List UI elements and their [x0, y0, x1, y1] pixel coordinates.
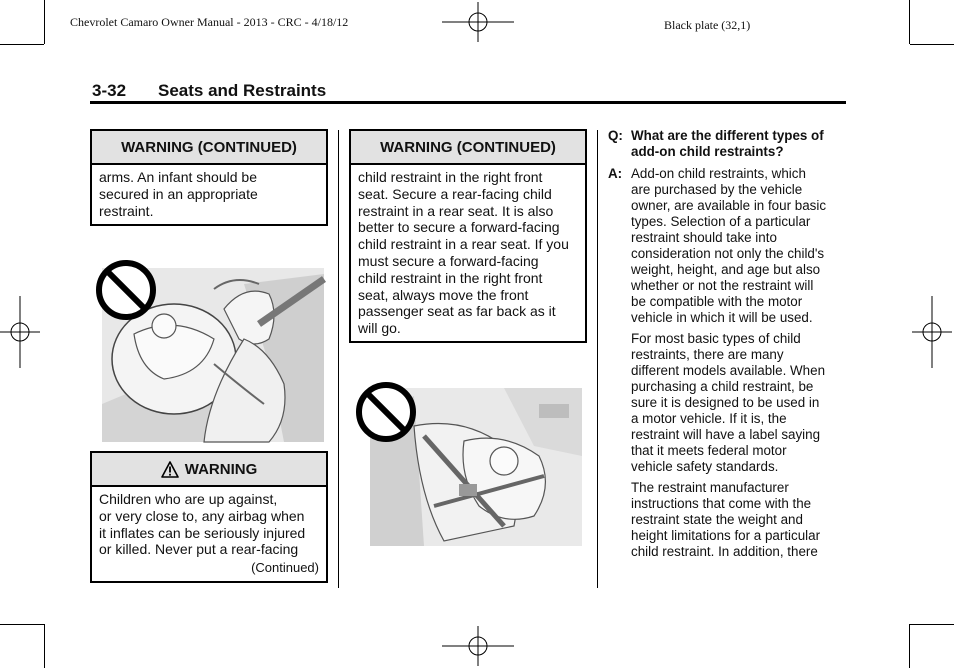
- warning-box: [90, 451, 328, 583]
- registration-mark-left: [0, 296, 40, 368]
- text-line: that it meets federal motor: [631, 443, 787, 458]
- text-line: The restraint manufacturer: [631, 480, 789, 495]
- text-line: a motor vehicle. If it is, the: [631, 411, 787, 426]
- warning-heading: WARNING (CONTINUED): [351, 131, 585, 165]
- text-line: sure it is designed to be used in: [631, 395, 820, 410]
- crop-mark: [0, 624, 44, 625]
- text-line: owner, are available in four basic: [631, 198, 827, 213]
- question-label: Q:: [608, 128, 623, 143]
- column-divider: [597, 130, 598, 588]
- page-number: 3-32: [92, 81, 127, 100]
- airbag-infant-illustration: [94, 254, 326, 444]
- continued-label: (Continued): [251, 560, 319, 576]
- warning-body: [92, 487, 326, 558]
- text-line: restraint.: [99, 202, 154, 219]
- text-line: instructions that come with the: [631, 496, 812, 511]
- warning-heading: WARNING (CONTINUED): [92, 131, 326, 165]
- text-line: restraints, there are many: [631, 347, 784, 362]
- crop-mark: [910, 624, 954, 625]
- text-line: weight, height, and age but also: [631, 262, 821, 277]
- answer: [608, 166, 848, 566]
- crop-mark: [0, 44, 44, 45]
- warning-box-continued: [90, 129, 328, 226]
- text-line: restraint will have a label saying: [631, 427, 821, 442]
- paragraph: [631, 331, 847, 475]
- text-line: vehicle in which it will be used.: [631, 310, 813, 325]
- text-line: add-on child restraints?: [631, 144, 784, 159]
- text-line: secured in an appropriate: [99, 185, 258, 202]
- text-line: height limitations for a particular: [631, 528, 821, 543]
- text-line: What are the different types of: [631, 128, 824, 143]
- column-divider: [338, 130, 339, 588]
- text-line: child restraint in a rear seat. If you: [358, 236, 569, 253]
- registration-mark-right: [912, 296, 952, 368]
- text-line: are purchased by the vehicle: [631, 182, 803, 197]
- text-line: seat. Secure a rear-facing child: [358, 185, 552, 202]
- warning-box-continued: [349, 129, 587, 343]
- child-seat-front-illustration: [354, 376, 584, 548]
- text-line: For most basic types of child: [631, 331, 801, 346]
- text-line: arms. An infant should be: [99, 169, 257, 185]
- warning-triangle-icon: [161, 461, 179, 478]
- text-line: will go.: [358, 320, 401, 337]
- answer-label: A:: [608, 166, 623, 181]
- question-text: [631, 128, 847, 160]
- text-line: types. Selection of a particular: [631, 214, 811, 229]
- crop-mark: [909, 624, 910, 668]
- crop-mark: [44, 0, 45, 44]
- text-line: child restraint in the right front: [358, 269, 543, 286]
- text-line: restraint in a rear seat. It is also: [358, 202, 554, 219]
- text-line: or very close to, any airbag when: [99, 507, 305, 524]
- text-line: vehicle safety standards.: [631, 459, 779, 474]
- warning-heading-text: WARNING: [184, 460, 258, 478]
- registration-mark-bottom: [442, 626, 514, 666]
- crop-mark: [44, 624, 45, 668]
- text-line: whether or not the restraint will: [631, 278, 814, 293]
- text-line: purchasing a child restraint, be: [631, 379, 814, 394]
- text-line: consideration not only the child's: [631, 246, 825, 261]
- manual-title: Chevrolet Camaro Owner Manual - 2013 - CRC - 4/18/12: [70, 15, 349, 29]
- warning-body: [351, 165, 585, 337]
- text-line: passenger seat as far back as it: [358, 303, 556, 320]
- section-title: Seats and Restraints: [158, 81, 327, 100]
- answer-text: [631, 166, 847, 560]
- text-line: child restraint in the right front: [358, 169, 543, 185]
- plate-label: Black plate (32,1): [664, 18, 751, 32]
- question: [608, 128, 848, 162]
- text-line: must secure a forward-facing: [358, 252, 539, 269]
- text-line: restraint state the weight and: [631, 512, 803, 527]
- text-line: be compatible with the motor: [631, 294, 803, 309]
- text-line: child restraint. In addition, there: [631, 544, 818, 559]
- text-line: it inflates can be seriously injured: [99, 524, 306, 541]
- paragraph: [631, 480, 847, 560]
- text-line: seat, always move the front: [358, 286, 529, 303]
- text-line: Add-on child restraints, which: [631, 166, 806, 181]
- text-line: different models available. When: [631, 363, 826, 378]
- registration-mark-top: [442, 2, 514, 42]
- crop-mark: [909, 0, 910, 44]
- warning-body: [92, 165, 326, 219]
- text-line: restraint should take into: [631, 230, 777, 245]
- section-rule: [90, 101, 846, 104]
- text-line: or killed. Never put a rear-facing: [99, 541, 299, 558]
- text-line: better to secure a forward-facing: [358, 219, 560, 236]
- crop-mark: [910, 44, 954, 45]
- text-line: Children who are up against,: [99, 491, 278, 507]
- warning-heading: [92, 453, 326, 487]
